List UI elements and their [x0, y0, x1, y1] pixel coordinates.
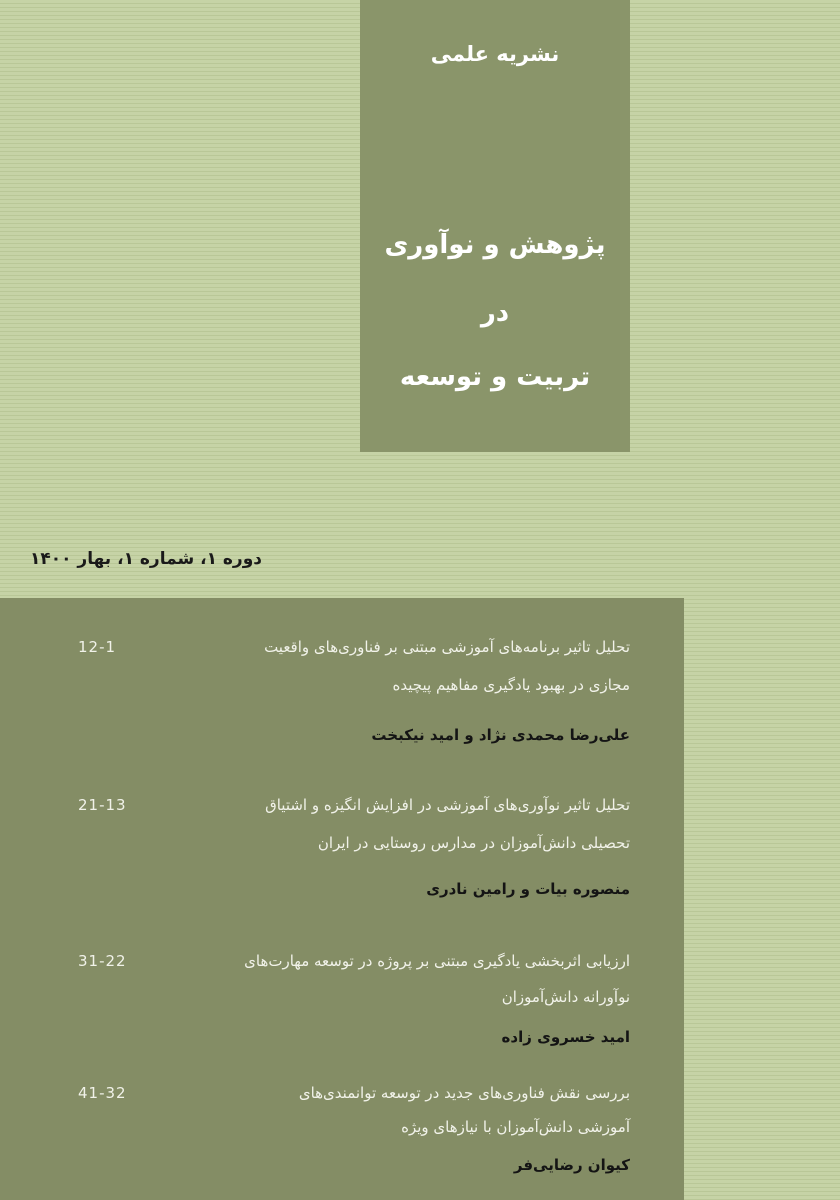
- article-authors: امید خسروی زاده: [501, 1028, 630, 1046]
- journal-title-line-1: پژوهش و نوآوری: [384, 230, 606, 260]
- article-pages: 31-22: [78, 952, 127, 970]
- article-authors: کیوان رضایی‌فر: [513, 1156, 630, 1174]
- article-authors: علی‌رضا محمدی نژاد و امید نیکبخت: [371, 726, 630, 744]
- journal-title-line-2: در: [480, 298, 510, 328]
- article-pages: 12-1: [78, 638, 117, 656]
- article-title-line-1: ارزیابی اثربخشی یادگیری مبتنی بر پروژه در توسعه مهارت‌های: [244, 952, 630, 970]
- article-title-line-2: تحصیلی دانش‌آموزان در مدارس روستایی در ایران: [317, 834, 630, 852]
- article-title-line-1: بررسی نقش فناوری‌های جدید در توسعه توانمندی‌های: [298, 1084, 630, 1102]
- article-authors: منصوره بیات و رامین نادری: [426, 880, 630, 898]
- article-title-line-2: نوآورانه دانش‌آموزان: [501, 988, 630, 1006]
- article-title-line-2: آموزشی دانش‌آموزان با نیازهای ویژه: [401, 1118, 630, 1136]
- table-of-contents: [0, 598, 684, 1200]
- journal-title-line-3: تربیت و توسعه: [399, 362, 591, 392]
- article-title-line-1: تحلیل تاثیر برنامه‌های آموزشی مبتنی بر فناوری‌های واقعیت: [264, 638, 630, 656]
- article-title-line-1: تحلیل تاثیر نوآوری‌های آموزشی در افزایش انگیزه و اشتیاق: [265, 796, 630, 814]
- journal-title-panel: [360, 0, 630, 452]
- article-pages: 41-32: [78, 1084, 127, 1102]
- journal-type-label: نشریه علمی: [430, 42, 560, 66]
- article-pages: 21-13: [78, 796, 127, 814]
- article-title-line-2: مجازی در بهبود یادگیری مفاهیم پیچیده: [392, 676, 630, 694]
- issue-info: دوره ۱، شماره ۱، بهار ۱۴۰۰: [29, 549, 263, 569]
